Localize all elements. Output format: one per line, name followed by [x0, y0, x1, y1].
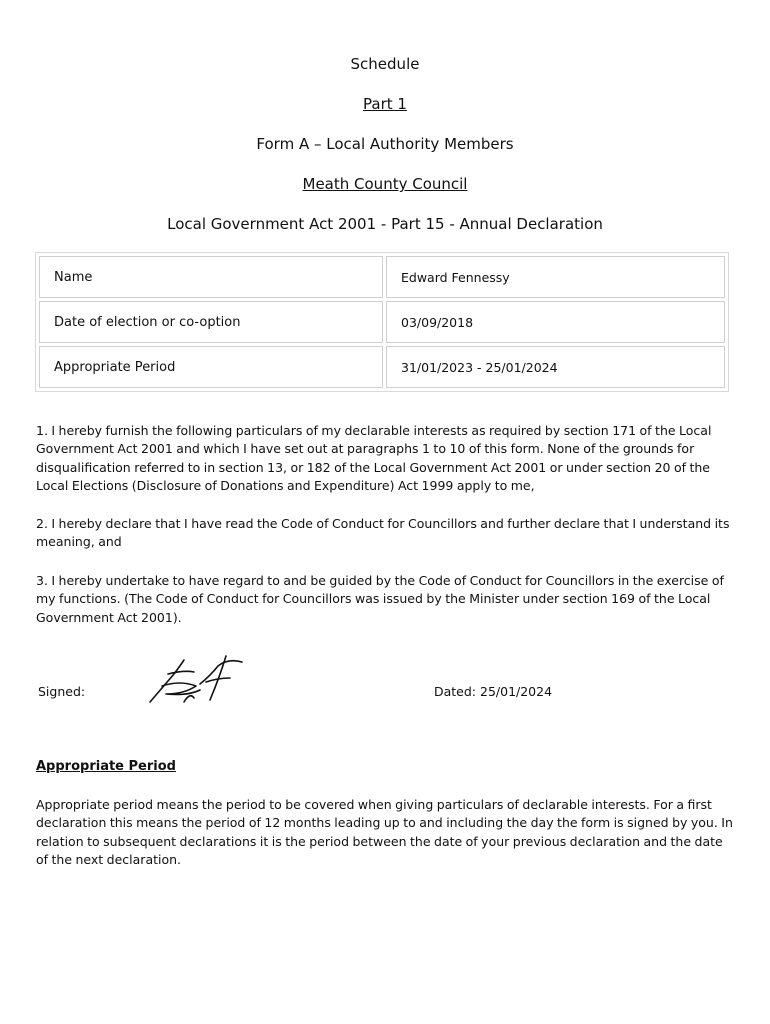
- form-heading: Form A – Local Authority Members: [256, 135, 514, 153]
- table-row: [39, 256, 725, 298]
- appropriate-period-value: 31/01/2023 - 25/01/2024: [386, 346, 725, 388]
- name-value: Edward Fennessy: [386, 256, 725, 298]
- part-heading: [0, 94, 770, 114]
- appropriate-period-heading: Appropriate Period: [36, 759, 176, 774]
- declaration-paragraph-1: 1. I hereby furnish the following particulars of my declarable interests as required by section 171 of the Local Government Act 2001 and which I have set out at paragraphs 1 to 10 of this form. None of the grounds for disqualification referred to in section 13, or 182 of the Local Government Act 2001 or under section 20 of the Local Elections (Disclosure of Donations and Expenditure) Act 1999 apply to me,: [36, 423, 712, 494]
- schedule-heading: Schedule: [350, 55, 420, 73]
- handwritten-signature: [140, 652, 250, 710]
- part-heading-text: Part 1: [363, 95, 407, 113]
- member-details-table: [35, 252, 729, 392]
- declaration-paragraph-3: 3. I hereby undertake to have regard to and be guided by the Code of Conduct for Councillors in the exercise of my functions. (The Code of Conduct for Councillors was issued by the Minister under section 169 of the Local Government Act 2001).: [36, 573, 724, 625]
- signed-label: Signed:: [38, 684, 86, 699]
- election-date-label: Date of election or co-option: [39, 301, 383, 343]
- council-heading-text: Meath County Council: [302, 175, 468, 193]
- table-row: [39, 301, 725, 343]
- council-heading: [0, 174, 770, 194]
- appropriate-period-label: Appropriate Period: [39, 346, 383, 388]
- table-row: [39, 346, 725, 388]
- act-heading: Local Government Act 2001 - Part 15 - Annual Declaration: [167, 215, 603, 233]
- appropriate-period-text: Appropriate period means the period to be covered when giving particulars of declarable interests. For a first declaration this means the period of 12 months leading up to and including the day the form is signed by you. In relation to subsequent declarations it is the period between the date of your previous declaration and the date of the next declaration.: [36, 797, 733, 868]
- declaration-paragraph-2: 2. I hereby declare that I have read the Code of Conduct for Councillors and further declare that I understand its meaning, and: [36, 516, 730, 550]
- dated-label: Dated: 25/01/2024: [434, 684, 553, 699]
- name-label: Name: [39, 256, 383, 298]
- election-date-value: 03/09/2018: [386, 301, 725, 343]
